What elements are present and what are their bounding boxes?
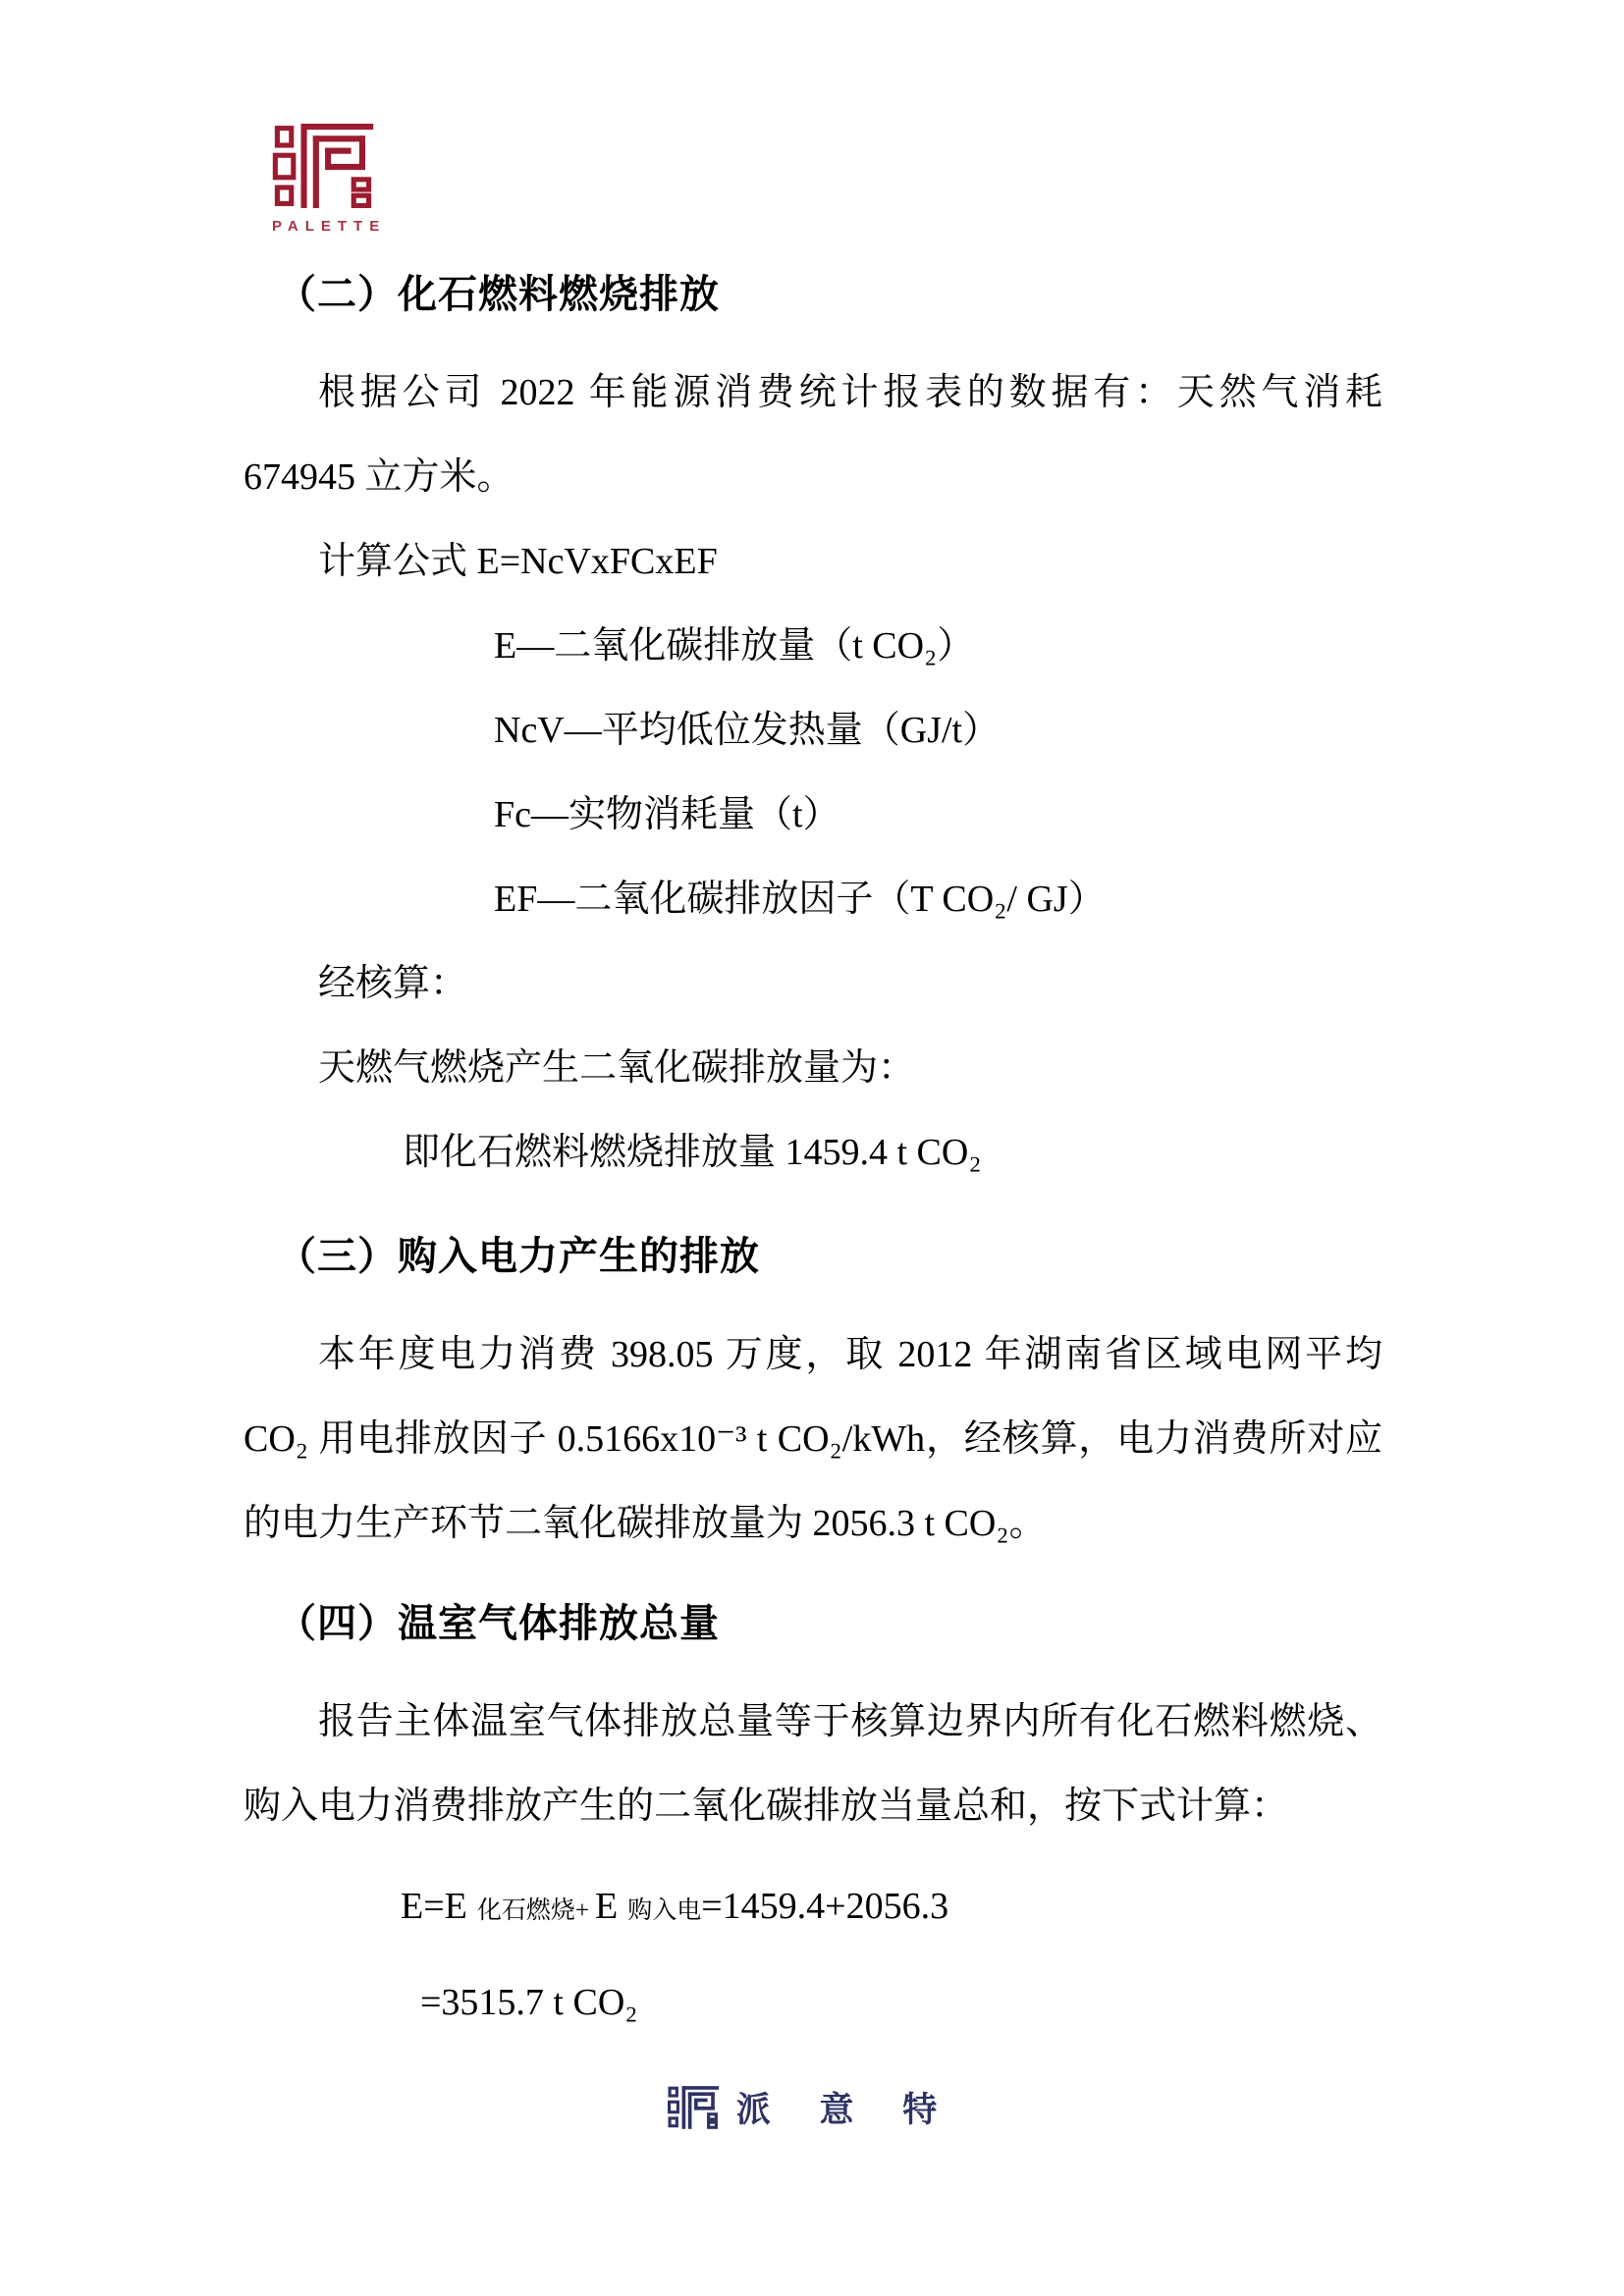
total-result-line: =3515.7 t CO₂ (420, 1982, 638, 2023)
formula-term-e: E=E (401, 1886, 467, 1927)
footer-brand (0, 2083, 1624, 2132)
fossil-result-line: 即化石燃料燃烧排放量 1459.4 t CO₂ (403, 1132, 982, 1173)
formula-subscript-fossil: 化石燃烧+ (476, 1897, 589, 1924)
definition-line-ncv: NcV—平均低位发热量（GJ/t） (494, 710, 1001, 751)
formula-term-e2: E (594, 1886, 619, 1927)
footer-brand-text: 派 意 特 (735, 2091, 957, 2129)
paiyite-logo-mark-icon (668, 2086, 719, 2129)
section-heading-total-ghg: （四）温室气体排放总量 (277, 1602, 720, 1645)
definition-line-e: E—二氧化碳排放量（t CO₂） (494, 625, 975, 667)
electricity-paragraph-line-2: CO₂ 用电排放因子 0.5166x10⁻³ t CO₂/kWh，经核算，电力消费所对应 (244, 1418, 1382, 1460)
verification-note-line: 经核算： (318, 963, 468, 1004)
total-formula-line (244, 1864, 1382, 1949)
total-paragraph-line-1: 报告主体温室气体排放总量等于核算边界内所有化石燃料燃烧、 (318, 1701, 1382, 1742)
total-paragraph-line-2: 购入电力消费排放产生的二氧化碳排放当量总和，按下式计算： (244, 1786, 1289, 1827)
electricity-paragraph-line-3: 的电力生产环节二氧化碳排放量为 2056.3 t CO₂。 (244, 1503, 1047, 1544)
formula-intro-line: 计算公式 E=NcVxFCxEF (318, 541, 718, 582)
gas-result-intro-line: 天燃气燃烧产生二氧化碳排放量为： (318, 1047, 916, 1089)
section-heading-purchased-electricity: （三）购入电力产生的排放 (277, 1235, 760, 1278)
electricity-paragraph-line-1: 本年度电力消费 398.05 万度，取 2012 年湖南省区域电网平均 (318, 1334, 1382, 1375)
formula-subscript-purchased: 购入电 (627, 1897, 702, 1924)
brand-wordmark: PALETTE (272, 218, 387, 235)
definition-line-ef: EF—二氧化碳排放因子（T CO₂/ GJ） (494, 879, 1106, 920)
document-content (244, 252, 1382, 2045)
formula-sum: =1459.4+2056.3 (701, 1886, 949, 1927)
palette-logo-mark-icon (272, 124, 374, 208)
palette-logo (272, 124, 387, 235)
section-heading-fossil-fuel: （二）化石燃料燃烧排放 (277, 273, 720, 316)
fossil-paragraph-line-1: 根据公司 2022 年能源消费统计报表的数据有：天然气消耗 (318, 372, 1382, 413)
definition-line-fc: Fc—实物消耗量（t） (494, 794, 840, 835)
fossil-paragraph-line-2: 674945 立方米。 (244, 456, 514, 498)
